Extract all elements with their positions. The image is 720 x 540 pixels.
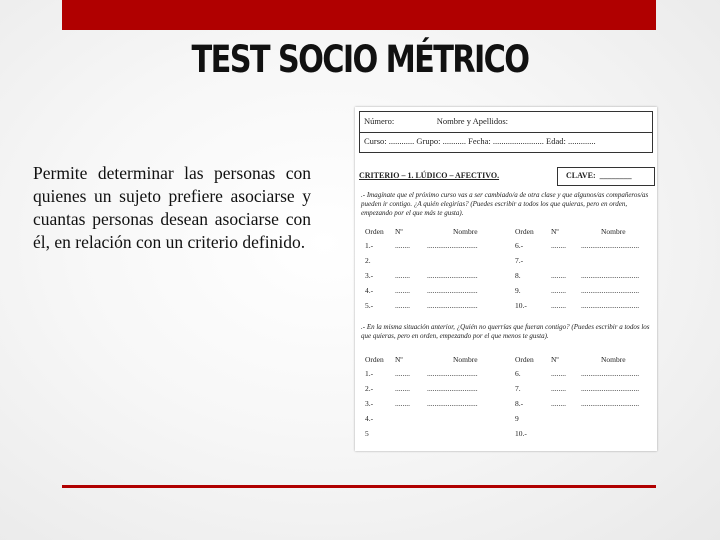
cell-o1: 1.- — [365, 369, 374, 378]
cell-n1: ........ — [395, 271, 410, 280]
cell-name2: ............................... — [581, 399, 640, 408]
student-info-box — [359, 111, 653, 153]
col-nombre: Nombre — [453, 227, 478, 236]
cell-o2: 6.- — [515, 241, 524, 250]
cell-n1: ........ — [395, 369, 410, 378]
cell-n2: ........ — [551, 286, 566, 295]
cell-name2: ............................... — [581, 369, 640, 378]
header-line-1: Número: Nombre y Apellidos: — [364, 116, 509, 126]
table2-header — [355, 355, 657, 369]
cell-n1: ........ — [395, 384, 410, 393]
cell-o2: 6. — [515, 369, 521, 378]
bottom-accent-line — [62, 485, 656, 488]
cell-o2: 8.- — [515, 399, 524, 408]
slide-description: Permite determinar las personas con quienes un sujeto prefiere asociarse y cuantas personas desean asociarse con él, en relación con un criterio definido. — [33, 163, 311, 252]
cell-o2: 9 — [515, 414, 519, 423]
cell-n2: ........ — [551, 399, 566, 408]
table-row — [355, 271, 657, 285]
table-row — [355, 241, 657, 255]
cell-n1: ........ — [395, 301, 410, 310]
col-orden: Orden — [365, 355, 384, 364]
cell-o2: 7. — [515, 384, 521, 393]
col-nombre-2: Nombre — [601, 227, 626, 236]
table-row — [355, 286, 657, 300]
cell-name1: ........................... — [427, 301, 478, 310]
cell-n2: ........ — [551, 241, 566, 250]
table1-header — [355, 227, 657, 241]
question-2: .- En la misma situación anterior, ¿Quién no querrías que fueran contigo? (Puedes escribir a todos los que quieras, pero en orden, empezando por el que menos te gusta). — [361, 323, 650, 340]
cell-name1: ........................... — [427, 286, 478, 295]
cell-o1: 2.- — [365, 384, 374, 393]
cell-name1: ........................... — [427, 241, 478, 250]
cell-o1: 4.- — [365, 414, 374, 423]
cell-o2: 8. — [515, 271, 521, 280]
col-orden-2: Orden — [515, 227, 534, 236]
col-numero: Nº — [395, 227, 403, 236]
criterio-label: CRITERIO – 1. LÚDICO – AFECTIVO. — [359, 171, 500, 180]
top-accent-bar — [62, 0, 656, 30]
table-row — [355, 414, 657, 428]
table-row — [355, 256, 657, 270]
cell-o2: 10.- — [515, 301, 527, 310]
col-numero-2: Nº — [551, 355, 559, 364]
cell-n2: ........ — [551, 301, 566, 310]
cell-name2: ............................... — [581, 301, 640, 310]
cell-name2: ............................... — [581, 384, 640, 393]
col-numero: Nº — [395, 355, 403, 364]
cell-name1: ........................... — [427, 271, 478, 280]
cell-name2: ............................... — [581, 271, 640, 280]
cell-n2: ........ — [551, 271, 566, 280]
cell-o1: 5.- — [365, 301, 374, 310]
cell-o2: 10.- — [515, 429, 527, 438]
questionnaire-document-image — [355, 107, 657, 451]
cell-o1: 3.- — [365, 271, 374, 280]
cell-n2: ........ — [551, 384, 566, 393]
cell-n2: ........ — [551, 369, 566, 378]
header-divider — [360, 132, 652, 133]
table-row — [355, 429, 657, 443]
col-orden: Orden — [365, 227, 384, 236]
cell-o1: 3.- — [365, 399, 374, 408]
cell-name1: ........................... — [427, 399, 478, 408]
col-nombre-2: Nombre — [601, 355, 626, 364]
cell-o1: 2. — [365, 256, 371, 265]
col-orden-2: Orden — [515, 355, 534, 364]
cell-name1: ........................... — [427, 384, 478, 393]
cell-o1: 1.- — [365, 241, 374, 250]
cell-n1: ........ — [395, 399, 410, 408]
cell-o1: 5 — [365, 429, 369, 438]
cell-o2: 7.- — [515, 256, 524, 265]
question-1: .- Imagínate que el próximo curso vas a ser cambiado/a de otra clase y que algunos/as compañeros/as pueden ir contigo. ¿A quién elegirías? (Puedes escribir a todos los que quieras, pero en orden, empezando por el que más te gusta). — [361, 191, 649, 217]
col-numero-2: Nº — [551, 227, 559, 236]
table-row — [355, 384, 657, 398]
cell-o1: 4.- — [365, 286, 374, 295]
table-row — [355, 301, 657, 315]
table-row — [355, 399, 657, 413]
cell-name2: ............................... — [581, 286, 640, 295]
cell-o2: 9. — [515, 286, 521, 295]
cell-name2: ............................... — [581, 241, 640, 250]
header-line-2: Curso: ............ Grupo: ........... Fecha: ........................ Edad: ............. — [364, 136, 596, 146]
slide-title: TEST SOCIO MÉTRICO — [191, 38, 529, 81]
cell-n1: ........ — [395, 241, 410, 250]
cell-name1: ........................... — [427, 369, 478, 378]
col-nombre: Nombre — [453, 355, 478, 364]
table-row — [355, 369, 657, 383]
clave-box: CLAVE: ________ — [557, 167, 655, 186]
cell-n1: ........ — [395, 286, 410, 295]
